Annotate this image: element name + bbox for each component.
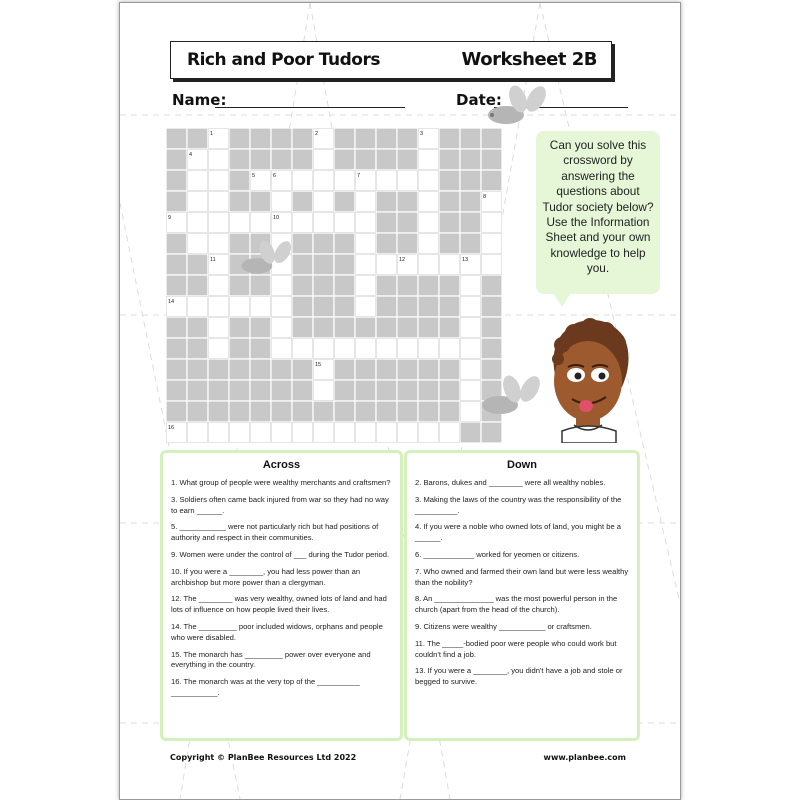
crossword-block	[229, 338, 250, 359]
worksheet-number: Worksheet 2B	[461, 49, 597, 70]
clue-number: 16	[168, 425, 175, 431]
worksheet-page	[119, 2, 681, 800]
crossword-block	[397, 401, 418, 422]
crossword-block	[397, 296, 418, 317]
clue-across: 16. The monarch was at the very top of the __________ ___________.	[171, 677, 360, 697]
crossword-block	[250, 401, 271, 422]
crossword-block	[418, 380, 439, 401]
crossword-cell[interactable]	[271, 296, 292, 317]
crossword-cell[interactable]	[439, 422, 460, 443]
clue-number: 2	[315, 131, 319, 137]
child-character-illustration	[536, 309, 638, 443]
crossword-block	[166, 233, 187, 254]
crossword-block	[460, 233, 481, 254]
crossword-block	[187, 275, 208, 296]
clue-number: 14	[168, 299, 175, 305]
crossword-cell[interactable]	[334, 338, 355, 359]
crossword-block	[439, 317, 460, 338]
crossword-cell[interactable]	[208, 191, 229, 212]
crossword-cell[interactable]	[271, 422, 292, 443]
crossword-block	[292, 359, 313, 380]
crossword-block	[334, 254, 355, 275]
crossword-cell[interactable]	[418, 149, 439, 170]
crossword-block	[439, 359, 460, 380]
clue-number: 10	[273, 215, 280, 221]
crossword-cell[interactable]	[355, 338, 376, 359]
crossword-block	[250, 359, 271, 380]
copyright-text: Copyright © PlanBee Resources Ltd 2022	[170, 753, 357, 762]
crossword-block	[334, 380, 355, 401]
crossword-cell[interactable]	[208, 317, 229, 338]
crossword-cell[interactable]	[250, 422, 271, 443]
crossword-cell[interactable]	[418, 170, 439, 191]
crossword-block	[271, 380, 292, 401]
clue-across: 1. What group of people were wealthy merchants and craftsmen?	[171, 478, 391, 487]
crossword-block	[397, 275, 418, 296]
crossword-cell[interactable]	[208, 170, 229, 191]
crossword-cell[interactable]	[418, 233, 439, 254]
worksheet-title: Rich and Poor Tudors	[187, 50, 380, 70]
crossword-block	[439, 149, 460, 170]
crossword-cell[interactable]	[355, 275, 376, 296]
clue-across: 10. If you were a ________, you had less power than an archbishop but more power than a clergyman.	[171, 566, 361, 587]
crossword-cell[interactable]	[439, 338, 460, 359]
crossword-block	[166, 191, 187, 212]
crossword-block	[376, 296, 397, 317]
crossword-cell[interactable]	[460, 296, 481, 317]
crossword-block	[460, 170, 481, 191]
crossword-block	[208, 380, 229, 401]
crossword-block	[166, 338, 187, 359]
crossword-block	[166, 149, 187, 170]
crossword-cell[interactable]	[208, 233, 229, 254]
speech-bubble-tail	[552, 291, 572, 307]
crossword-block	[376, 212, 397, 233]
crossword-block	[481, 170, 502, 191]
crossword-cell[interactable]	[208, 212, 229, 233]
crossword-block	[229, 170, 250, 191]
crossword-cell[interactable]	[292, 212, 313, 233]
crossword-block	[481, 317, 502, 338]
crossword-block	[229, 317, 250, 338]
clue-down: 7. Who owned and farmed their own land but were less wealthy than the nobility?	[415, 566, 629, 587]
crossword-block	[229, 359, 250, 380]
crossword-block	[418, 359, 439, 380]
crossword-block	[418, 296, 439, 317]
crossword-block	[376, 128, 397, 149]
crossword-block	[355, 380, 376, 401]
crossword-block	[460, 128, 481, 149]
crossword-cell[interactable]	[355, 233, 376, 254]
crossword-cell[interactable]	[208, 422, 229, 443]
crossword-cell[interactable]	[229, 422, 250, 443]
crossword-block	[397, 128, 418, 149]
name-label: Name:	[172, 91, 227, 109]
crossword-block	[166, 275, 187, 296]
crossword-block	[250, 317, 271, 338]
crossword-cell[interactable]	[187, 296, 208, 317]
crossword-block	[439, 191, 460, 212]
crossword-block	[187, 380, 208, 401]
crossword-block	[439, 170, 460, 191]
crossword-block	[250, 191, 271, 212]
crossword-block	[481, 275, 502, 296]
clue-across: 3. Soldiers often came back injured from war so they had no way to earn ______.	[171, 494, 389, 515]
crossword-block	[292, 401, 313, 422]
crossword-block	[271, 128, 292, 149]
crossword-block	[460, 422, 481, 443]
crossword-block	[397, 317, 418, 338]
crossword-block	[187, 254, 208, 275]
crossword-block	[376, 401, 397, 422]
crossword-block	[166, 359, 187, 380]
crossword-block	[439, 233, 460, 254]
crossword-block	[439, 380, 460, 401]
crossword-block	[229, 380, 250, 401]
crossword-cell[interactable]	[376, 338, 397, 359]
crossword-cell[interactable]	[460, 317, 481, 338]
crossword-block	[334, 359, 355, 380]
crossword-block	[292, 296, 313, 317]
crossword-block	[439, 296, 460, 317]
crossword-cell[interactable]	[481, 254, 502, 275]
crossword-cell[interactable]	[397, 170, 418, 191]
crossword-block	[271, 359, 292, 380]
crossword-block	[334, 275, 355, 296]
crossword-cell[interactable]	[418, 212, 439, 233]
crossword-block	[397, 149, 418, 170]
crossword-cell[interactable]	[187, 422, 208, 443]
crossword-block	[250, 149, 271, 170]
crossword-cell[interactable]	[208, 296, 229, 317]
clue-number: 15	[315, 362, 322, 368]
crossword-cell[interactable]	[355, 254, 376, 275]
down-clues-panel	[404, 450, 640, 741]
crossword-block	[481, 149, 502, 170]
crossword-cell[interactable]	[334, 212, 355, 233]
crossword-cell[interactable]	[313, 191, 334, 212]
date-label: Date:	[456, 91, 502, 109]
crossword-cell[interactable]	[313, 422, 334, 443]
crossword-block	[229, 149, 250, 170]
crossword-cell[interactable]	[376, 254, 397, 275]
crossword-block	[313, 233, 334, 254]
crossword-block	[481, 128, 502, 149]
crossword-block	[355, 128, 376, 149]
crossword-block	[166, 170, 187, 191]
crossword-cell[interactable]	[292, 422, 313, 443]
crossword-cell[interactable]	[271, 338, 292, 359]
crossword-cell[interactable]	[292, 338, 313, 359]
crossword-cell[interactable]	[250, 296, 271, 317]
crossword-cell[interactable]	[355, 191, 376, 212]
across-heading: Across	[262, 459, 301, 471]
crossword-cell[interactable]	[208, 338, 229, 359]
crossword-cell[interactable]	[460, 275, 481, 296]
crossword-block	[334, 401, 355, 422]
crossword-cell[interactable]	[187, 191, 208, 212]
crossword-block	[166, 380, 187, 401]
crossword-cell[interactable]	[334, 170, 355, 191]
crossword-cell[interactable]	[313, 149, 334, 170]
crossword-block	[355, 359, 376, 380]
clue-number: 12	[399, 257, 406, 263]
crossword-block	[313, 254, 334, 275]
crossword-block	[418, 275, 439, 296]
bee-icon	[478, 375, 548, 419]
crossword-cell[interactable]	[439, 254, 460, 275]
crossword-cell[interactable]	[271, 317, 292, 338]
name-line[interactable]	[215, 107, 405, 108]
clue-down: 9. Citizens were wealthy ___________ or craftsmen.	[415, 621, 592, 631]
crossword-block	[166, 128, 187, 149]
crossword-cell[interactable]	[292, 170, 313, 191]
crossword-block	[376, 317, 397, 338]
crossword-block	[460, 149, 481, 170]
clue-down: 4. If you were a noble who owned lots of land, you might be a ______.	[415, 522, 622, 543]
clue-number: 11	[210, 257, 216, 263]
crossword-block	[271, 401, 292, 422]
crossword-cell[interactable]	[418, 338, 439, 359]
clue-number: 1	[210, 131, 214, 137]
instructions-text: Can you solve this crossword by answering the questions about Tudor society below? Use the Information Sheet and your own knowledge to help you.	[542, 138, 654, 276]
crossword-block	[187, 338, 208, 359]
crossword-cell[interactable]	[418, 191, 439, 212]
crossword-block	[208, 401, 229, 422]
clue-across: 12. The ________ was very wealthy, owned lots of land and had lots of influence on how people lived their lives.	[171, 594, 387, 615]
crossword-block	[481, 296, 502, 317]
crossword-cell[interactable]	[250, 212, 271, 233]
crossword-block	[439, 401, 460, 422]
clue-number: 4	[189, 152, 193, 158]
crossword-block	[439, 128, 460, 149]
crossword-cell[interactable]	[271, 191, 292, 212]
crossword-block	[292, 191, 313, 212]
crossword-cell[interactable]	[208, 275, 229, 296]
crossword-block	[355, 149, 376, 170]
crossword-cell[interactable]	[313, 170, 334, 191]
crossword-block	[334, 149, 355, 170]
crossword-block	[334, 317, 355, 338]
crossword-cell[interactable]	[355, 212, 376, 233]
crossword-block	[187, 359, 208, 380]
crossword-cell[interactable]	[418, 254, 439, 275]
crossword-block	[397, 212, 418, 233]
clue-down: 2. Barons, dukes and ________ were all wealthy nobles.	[415, 478, 606, 487]
crossword-block	[292, 128, 313, 149]
crossword-block	[397, 359, 418, 380]
crossword-block	[313, 296, 334, 317]
title-bar	[170, 41, 612, 79]
crossword-block	[187, 317, 208, 338]
crossword-cell[interactable]	[481, 233, 502, 254]
crossword-block	[229, 401, 250, 422]
crossword-cell[interactable]	[208, 149, 229, 170]
crossword-block	[481, 338, 502, 359]
crossword-block	[208, 359, 229, 380]
clue-across: 5. ___________ were not particularly rich but had positions of authority and respect in their communities.	[171, 522, 379, 543]
crossword-block	[166, 254, 187, 275]
crossword-cell[interactable]	[376, 422, 397, 443]
crossword-block	[460, 212, 481, 233]
crossword-block	[376, 233, 397, 254]
crossword-block	[355, 317, 376, 338]
crossword-block	[187, 401, 208, 422]
crossword-cell[interactable]	[397, 338, 418, 359]
clue-across: 15. The monarch has _________ power over everyone and everything in the country.	[171, 649, 371, 670]
clue-number: 9	[168, 215, 172, 221]
crossword-block	[229, 128, 250, 149]
crossword-block	[460, 191, 481, 212]
crossword-block	[334, 296, 355, 317]
crossword-cell[interactable]	[334, 422, 355, 443]
crossword-grid[interactable]	[166, 128, 502, 443]
clue-down: 13. If you were a ________, you didn't have a job and stole or begged to survive.	[415, 666, 623, 687]
website-link[interactable]: www.planbee.com	[543, 753, 626, 762]
crossword-block	[439, 212, 460, 233]
bee-icon	[484, 85, 554, 129]
crossword-block	[439, 275, 460, 296]
crossword-block	[166, 401, 187, 422]
crossword-block	[250, 380, 271, 401]
clue-number: 13	[462, 257, 469, 263]
clue-across: 9. Women were under the control of ___ during the Tudor period.	[171, 549, 390, 559]
crossword-block	[481, 422, 502, 443]
crossword-cell[interactable]	[187, 170, 208, 191]
crossword-cell[interactable]	[460, 338, 481, 359]
crossword-block	[376, 191, 397, 212]
crossword-block	[397, 191, 418, 212]
crossword-block	[418, 401, 439, 422]
clue-down: 6. ____________ worked for yeomen or citizens.	[415, 549, 580, 559]
crossword-cell[interactable]	[313, 380, 334, 401]
crossword-cell[interactable]	[355, 296, 376, 317]
crossword-cell[interactable]	[481, 212, 502, 233]
crossword-block	[376, 359, 397, 380]
crossword-cell[interactable]	[229, 296, 250, 317]
clue-across: 14. The _________ poor included widows, orphans and people who were disabled.	[171, 621, 383, 642]
crossword-cell[interactable]	[187, 233, 208, 254]
crossword-block	[271, 149, 292, 170]
clue-down: 11. The _____-bodied poor were people who could work but couldn't find a job.	[415, 638, 617, 659]
crossword-block	[397, 380, 418, 401]
crossword-block	[376, 149, 397, 170]
crossword-block	[250, 338, 271, 359]
clue-number: 3	[420, 131, 424, 137]
clue-number: 6	[273, 173, 277, 179]
crossword-block	[355, 401, 376, 422]
crossword-block	[334, 233, 355, 254]
crossword-cell[interactable]	[355, 422, 376, 443]
crossword-cell[interactable]	[418, 422, 439, 443]
crossword-cell[interactable]	[313, 338, 334, 359]
crossword-block	[187, 128, 208, 149]
crossword-cell[interactable]	[229, 212, 250, 233]
clue-number: 7	[357, 173, 361, 179]
crossword-block	[292, 317, 313, 338]
crossword-block	[229, 191, 250, 212]
crossword-cell[interactable]	[376, 170, 397, 191]
crossword-block	[397, 233, 418, 254]
clue-down: 8. An ______________ was the most powerful person in the church (apart from the head of the church).	[415, 594, 618, 615]
clue-number: 5	[252, 173, 256, 179]
crossword-block	[334, 191, 355, 212]
crossword-block	[376, 380, 397, 401]
crossword-block	[313, 401, 334, 422]
clue-number: 8	[483, 194, 487, 200]
crossword-cell[interactable]	[187, 212, 208, 233]
crossword-block	[313, 317, 334, 338]
crossword-cell[interactable]	[313, 212, 334, 233]
crossword-block	[418, 317, 439, 338]
crossword-cell[interactable]	[397, 422, 418, 443]
crossword-block	[292, 380, 313, 401]
crossword-block	[313, 275, 334, 296]
crossword-block	[334, 128, 355, 149]
bee-icon	[238, 239, 298, 279]
down-heading: Down	[507, 459, 537, 471]
crossword-block	[376, 275, 397, 296]
clue-down: 3. Making the laws of the country was the responsibility of the __________.	[415, 494, 622, 515]
crossword-block	[292, 149, 313, 170]
across-clues-panel	[160, 450, 403, 741]
crossword-block	[166, 317, 187, 338]
crossword-block	[250, 128, 271, 149]
